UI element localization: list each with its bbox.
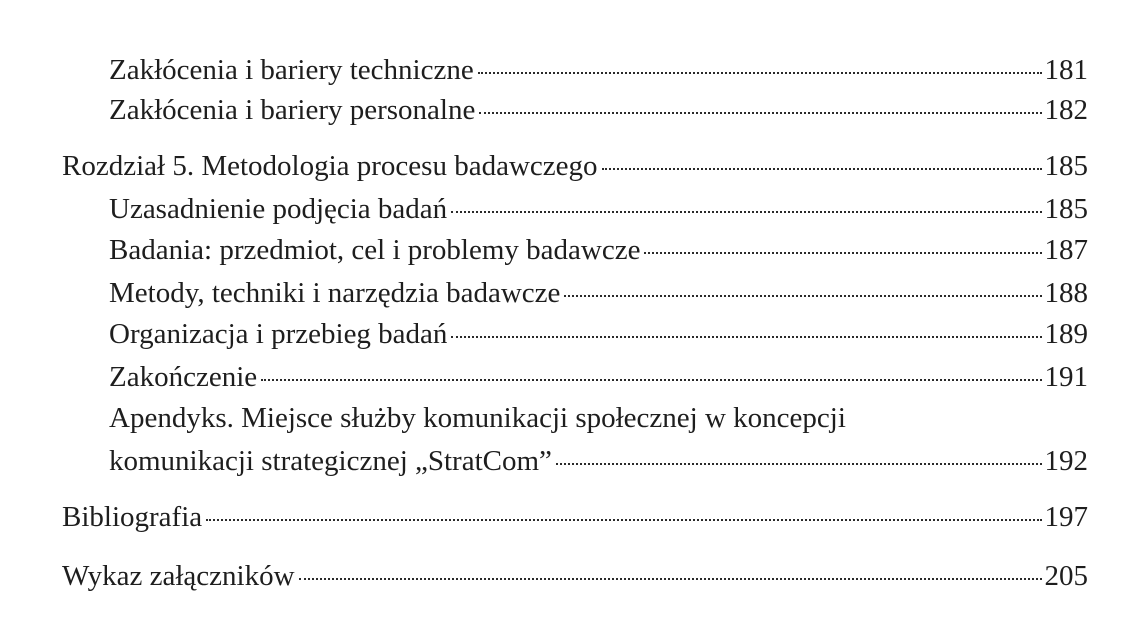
toc-entry-page: 188 — [1044, 277, 1088, 309]
toc-entry-title: Rozdział 5. Metodologia procesu badawczego — [62, 150, 598, 182]
toc-entry-page: 185 — [1044, 193, 1088, 225]
toc-entry-title: Metody, techniki i narzędzia badawcze — [109, 277, 561, 309]
toc-entry-page: 185 — [1044, 150, 1088, 182]
toc-entry — [109, 441, 1088, 481]
dot-leader — [261, 379, 1041, 381]
toc-entry-page: 181 — [1044, 54, 1088, 86]
toc-chapter-entry — [62, 497, 1088, 537]
toc-entry-page: 187 — [1044, 234, 1088, 266]
toc-entry-page: 189 — [1044, 318, 1088, 350]
dot-leader — [564, 295, 1041, 297]
toc-entry — [109, 357, 1088, 397]
toc-entry — [109, 90, 1088, 130]
toc-entry — [109, 314, 1088, 354]
toc-entry-page: 182 — [1044, 94, 1088, 126]
dot-leader — [556, 463, 1042, 465]
dot-leader — [479, 112, 1041, 114]
toc-chapter-entry — [62, 146, 1088, 186]
toc-chapter-entry — [62, 556, 1088, 596]
dot-leader — [644, 252, 1041, 254]
toc-entry-title: Badania: przedmiot, cel i problemy badawcze — [109, 234, 641, 266]
dot-leader — [206, 519, 1041, 521]
toc-entry-title: Bibliografia — [62, 501, 203, 533]
dot-leader — [478, 72, 1042, 74]
toc-entry-title: Uzasadnienie podjęcia badań — [109, 193, 448, 225]
toc-entry-title: Zakłócenia i bariery techniczne — [109, 54, 474, 86]
toc-entry — [109, 230, 1088, 270]
toc-entry-line1 — [109, 398, 846, 438]
toc-entry-page: 205 — [1044, 560, 1088, 592]
toc-entry — [109, 273, 1088, 313]
toc-entry — [109, 50, 1088, 90]
toc-entry-page: 197 — [1044, 501, 1088, 533]
toc-entry-title: komunikacji strategicznej „StratCom” — [109, 445, 552, 477]
toc-entry-title: Organizacja i przebieg badań — [109, 318, 448, 350]
toc-entry-title: Zakończenie — [109, 361, 258, 393]
dot-leader — [451, 336, 1041, 338]
toc-entry-title: Wykaz załączników — [62, 560, 295, 592]
toc-entry-title: Zakłócenia i bariery personalne — [109, 94, 476, 126]
toc-entry — [109, 189, 1088, 229]
toc-entry-title: Apendyks. Miejsce służby komunikacji społecznej w koncepcji — [109, 402, 846, 434]
toc-entry-page: 191 — [1044, 361, 1088, 393]
toc-entry-page: 192 — [1044, 445, 1088, 477]
dot-leader — [602, 168, 1042, 170]
dot-leader — [451, 211, 1041, 213]
dot-leader — [299, 578, 1042, 580]
